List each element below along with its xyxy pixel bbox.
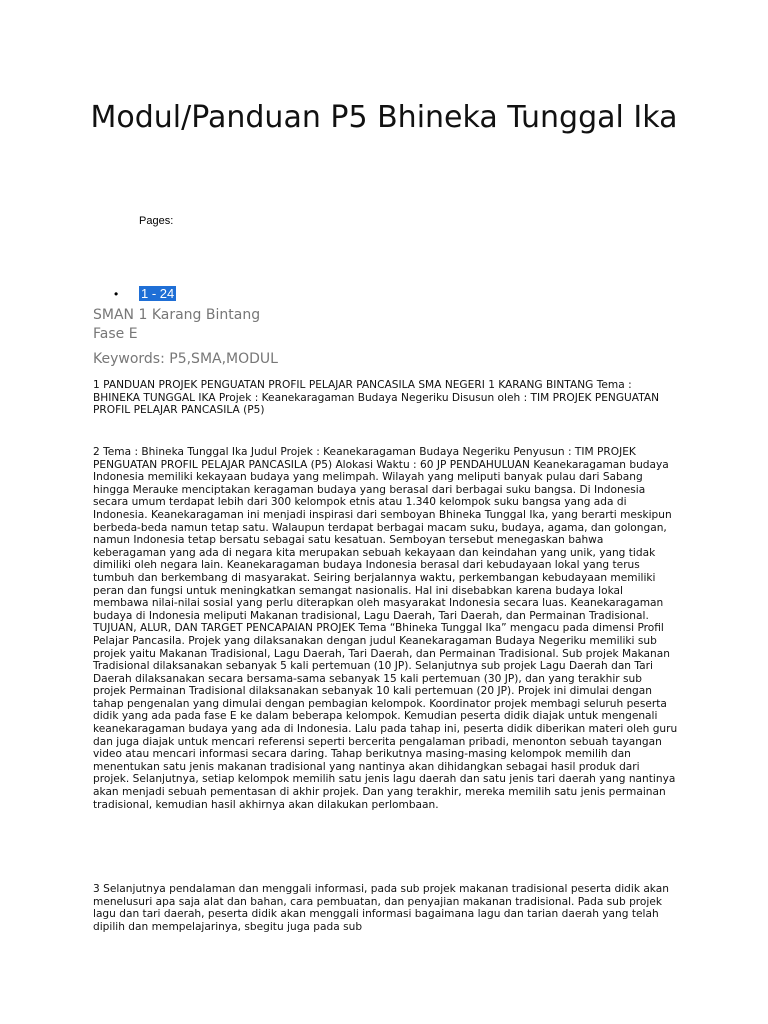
page-list-item <box>114 286 176 302</box>
phase-label: Fase E <box>93 326 138 342</box>
paragraph-page-1: 1 PANDUAN PROJEK PENGUATAN PROFIL PELAJAR PANCASILA SMA NEGERI 1 KARANG BINTANG Tema : BHINEKA TUNGGAL IKA Projek : Keanekaragaman Budaya Negeriku Disusun oleh : TIM PROJEK PENGUATAN PROFIL PELAJAR PANCASILA (P5) <box>93 379 660 417</box>
paragraph-page-3: 3 Selanjutnya pendalaman dan menggali informasi, pada sub projek makanan tradisional peserta didik akan menelusuri apa saja alat dan bahan, cara pembuatan, dan penyajian makanan tradisional. Pada sub projek lagu dan tari daerah, peserta didik akan menggali informasi bagaimana lagu dan tarian daerah yang telah dipilih dan mempelajarinya, sbegitu juga pada sub <box>93 883 669 933</box>
paragraph-page-2: 2 Tema : Bhineka Tunggal Ika Judul Projek : Keanekaragaman Budaya Negeriku Penyusun : TIM PROJEK PENGUATAN PROFIL PELAJAR PANCASILA (P5) Alokasi Waktu : 60 JP PENDAHULUAN Keanekaragaman budaya Indonesia memiliki kekayaan budaya yang melimpah. Wilayah yang meliputi banyak pulau dari Sabang hingga Merauke menciptakan keragaman budaya yang berasal dari berbagai suku bangsa. Di Indonesia secara umum terdapat lebih dari 300 kelompok etnis atau 1.340 kelompok suku bangsa yang ada di Indonesia. Keanekaragaman ini menjadi inspirasi dari semboyan Bhineka Tunggal Ika, yang berarti meskipun berbeda-beda namun tetap satu. Walaupun terdapat berbagai macam suku, budaya, agama, dan golongan, namun Indonesia tetap bersatu sebagai satu kesatuan. Semboyan tersebut menegaskan bahwa keberagaman yang ada di negara kita merupakan sebuah kekayaan dan keindahan yang unik, yang tidak dimiliki oleh negara lain. Keanekaragaman budaya Indonesia berasal dari kebudayaan lokal yang terus tumbuh dan berkembang di masyarakat. Seiring berjalannya waktu, perkembangan kebudayaan memiliki peran dan fungsi untuk meningkatkan semangat nasionalis. Hal ini disebabkan karena budaya lokal membawa nilai-nilai sosial yang perlu diterapkan oleh masyarakat Indonesia secara luas. Keanekaragaman budaya di Indonesia meliputi Makanan tradisional, Lagu Daerah, Tari Daerah, dan Permainan Tradisional. TUJUAN, ALUR, DAN TARGET PENCAPAIAN PROJEK Tema “Bhineka Tunggal Ika” mengacu pada dimensi Profil Pelajar Pancasila. Projek yang dilaksanakan dengan judul Keanekaragaman Budaya Negeriku memiliki sub projek yaitu Makanan Tradisional, Lagu Daerah, Tari Daerah, dan Permainan Tradisional. Sub projek Makanan Tradisional dilaksanakan sebanyak 5 kali pertemuan (10 JP). Selanjutnya sub projek Lagu Daerah dan Tari Daerah dilaksanakan secara bersama-sama sebanyak 15 kali pertemuan (30 JP), dan yang terakhir sub projek Permainan Tradisional dilaksanakan sebanyak 10 kali pertemuan (20 JP). Projek ini dimulai dengan tahap pengenalan yang dimulai dengan pembagian kelompok. Koordinator projek membagi seluruh peserta didik yang ada pada fase E ke dalam beberapa kelompok. Kemudian peserta didik diajak untuk mengenali keanekaragaman budaya yang ada di Indonesia. Lalu pada tahap ini, peserta didik diberikan materi oleh guru dan juga diajak untuk mencari referensi seperti bercerita pengalaman pribadi, menonton sebuah tayangan video atau mencari informasi secara daring. Tahap berikutnya masing-masing kelompok memilih dan menentukan satu jenis makanan tradisional yang nantinya akan dihidangkan sebagai hasil produk dari projek. Selanjutnya, setiap kelompok memilih satu jenis lagu daerah dan satu jenis tari daerah yang nantinya akan menjadi sebuah pementasan di akhir projek. Dan yang terakhir, mereka memilih satu jenis permainan tradisional, kemudian hasil akhirnya akan dilakukan perlombaan. <box>93 446 678 811</box>
document-title: Modul/Panduan P5 Bhineka Tunggal Ika <box>90 100 678 135</box>
page-list <box>114 286 176 302</box>
school-name: SMAN 1 Karang Bintang <box>93 307 261 323</box>
keywords: Keywords: P5,SMA,MODUL <box>93 351 278 367</box>
page-range-link[interactable]: 1 - 24 <box>141 286 175 301</box>
pages-label: Pages: <box>139 215 174 227</box>
bullet-icon: • <box>114 287 119 301</box>
